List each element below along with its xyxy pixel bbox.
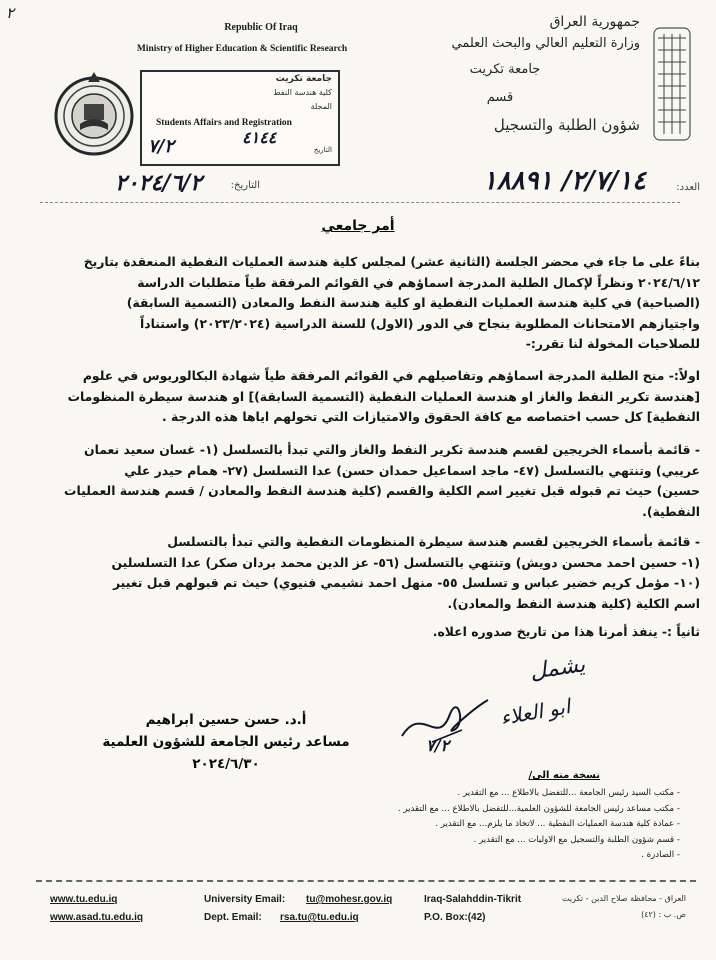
list1-line: حسين) حيث تم قبوله قبل تغيير اسم الكلية والقسم (كلية هندسة النفط والمعادن / قسم هندسة العمليات [64, 483, 700, 498]
signatory-title: مساعد رئيس الجامعة للشؤون العلمية [102, 734, 350, 750]
copy-recipient: - عمادة كلية هندسة العمليات النفطية ... لاتخاذ ما يلزم... مع التقدير . [435, 819, 680, 829]
copy-recipient: - قسم شؤون الطلبة والتسجيل مع الاوليات ... مع التقدير . [473, 834, 680, 845]
intro-line: واجتيازهم الامتحانات المطلوبة بنجاح في الدور (الاول) للسنة الدراسية (٢٠٢٣/٢٠٢٤) واستناداً [139, 315, 700, 331]
header-ar-ministry: وزارة التعليم العالي والبحث العلمي [451, 36, 640, 51]
footer-uni-email-label: University Email: [204, 894, 286, 905]
copy-recipient: - الصادرة . [641, 850, 680, 860]
intro-line: بناءً على ما جاء في محضر الجلسة (الثانية عشر) لمجلس كلية هندسة العمليات النفطية المنعقدة بتاريخ [83, 254, 700, 269]
stamp-date-label: التاريخ [313, 146, 332, 154]
handwritten-initials: ابو العلاء [498, 694, 573, 730]
registration-stamp [140, 70, 340, 166]
first-clause [40, 366, 700, 428]
signatory-name: أ.د. حسن حسين ابراهيم [145, 712, 307, 728]
header-ar-country: جمهورية العراق [549, 14, 640, 30]
ref-date-label: التاريخ: [230, 180, 260, 191]
footer-uni-email[interactable]: tu@mohesr.gov.iq [306, 894, 393, 905]
first-line: [هندسة تكرير النفط والغاز او هندسة العمليات النفطية (التسمية السابقة)] او هندسة سيطرة المنظومات [67, 388, 700, 404]
footer-website-main[interactable]: www.tu.edu.iq [50, 894, 118, 905]
signature-handwritten-date: ٧/٢ [426, 736, 450, 755]
ref-date-value: ٢٠٢٤/٦/٢ [115, 170, 202, 196]
stamp-en-label: Students Affairs and Registration [156, 118, 292, 128]
list1-line: النفطية). [642, 503, 700, 519]
footer-address-en: Iraq-Salahddin-Tikrit [424, 894, 522, 905]
footer-divider [36, 880, 696, 882]
graduates-list-control [40, 532, 700, 614]
copy-recipient: - مكتب السيد رئيس الجامعة ...للتفضل بالاطلاع ... مع التقدير . [457, 788, 680, 798]
footer-po-box: P.O. Box:(42) [424, 912, 486, 923]
first-line: اولاً:- منح الطلبة المدرجة اسماؤهم وتفاصيلهم في القوائم المرفقة طياً شهادة البكالوريوس في علوم [82, 368, 700, 383]
footer-website-asad[interactable]: www.asad.tu.edu.iq [50, 912, 143, 923]
copies-list [300, 786, 680, 864]
signatory-date: ٢٠٢٤/٦/٣٠ [192, 756, 260, 772]
list2-line: اسم الكلية (كلية هندسة النفط والمعادن). [447, 595, 700, 611]
intro-line: للصلاحيات المخولة لنا تقرر:- [525, 336, 700, 351]
graduates-list-refining [40, 440, 700, 522]
list2-line: - قائمة بأسماء الخريجين لقسم هندسة سيطرة المنظومات النفطية والتي تبدأ بالتسلسل [167, 534, 700, 549]
intro-paragraph [40, 252, 700, 355]
ref-number-label: العدد: [676, 182, 700, 193]
intro-line: ٢٠٢٤/٦/١٢ ونظراً لإكمال الطلبة المدرجة اسماؤهم في القوائم المرفقة طياً متطلبات الدراسة [137, 274, 700, 290]
header-en-ministry: Ministry of Higher Education & Scientific Research [136, 44, 348, 54]
first-line: النفطية] كل حسب اختصاصه مع كافة الحقوق والامتيازات التي تخولهم اياها هذه الدرجة . [161, 409, 700, 424]
footer-dept-email[interactable]: rsa.tu@tu.edu.iq [280, 912, 359, 923]
header-en-country: Republic Of Iraq [224, 22, 298, 33]
ornament-emblem [650, 24, 694, 144]
second-clause: ثانياً :- ينفذ أمرنا هذا من تاريخ صدوره اعلاه. [432, 624, 700, 639]
corner-page-number: ٢ [6, 4, 15, 22]
footer-po-box-ar: ص. ب : (٤٢) [641, 910, 686, 919]
intro-line: (الصباحية) في كلية هندسة العمليات النفطية او كلية هندسة النفط والمعادن (التسمية السابقة) [126, 295, 700, 310]
stamp-handwritten-number: ٤١٤٤ [242, 128, 277, 147]
ref-number-value: ٢/٧/١٤/ ١٨٨٩١ [482, 166, 646, 196]
handwritten-note: يشمل [528, 652, 587, 685]
copies-heading: نسخة منه الى/ [528, 770, 600, 781]
stamp-sub: المجلة [310, 102, 332, 111]
footer-address-ar: العراق - محافظة صلاح الدين - تكريت [561, 894, 686, 903]
list2-line: (١- حسين احمد محسن دويش) وتنتهي بالتسلسل (٥٦- عز الدين محمد بردان صكر) عدا التسلسلين [111, 554, 700, 570]
list1-line: عريبي) وتنتهي بالتسلسل (٤٧- ماجد اسماعيل حمدان حسن) عدا التسلسل (٢٧- همام حيدر علي [124, 462, 700, 478]
university-seal [54, 64, 134, 160]
stamp-university: جامعة تكريت [275, 74, 332, 84]
stamp-handwritten-date: ٧/٢ [148, 136, 174, 157]
copy-recipient: - مكتب مساعد رئيس الجامعة للشؤون العلمية...للتفضل بالاطلاع ... مع التقدير . [397, 803, 680, 814]
header-ar-department: شؤون الطلبة والتسجيل [493, 116, 640, 134]
footer-dept-email-label: Dept. Email: [204, 912, 262, 923]
order-title: أمر جامعي [321, 218, 395, 234]
header-ar-university: جامعة تكريت [469, 62, 541, 77]
ref-divider [40, 202, 680, 203]
list2-line: (١٠- مؤمل كريم خضير عباس و تسلسل ٥٥- منهل احمد نشيمي فنيوي) حيث تم قبولهم قبل تغيير [112, 575, 700, 590]
list1-line: - قائمة بأسماء الخريجين لقسم هندسة تكرير النفط والغاز والتي تبدأ بالتسلسل (١- غسان سعيد نعمان [84, 442, 700, 457]
header-ar-dept-label: قسم [486, 90, 514, 105]
stamp-college: كلية هندسة النفط [273, 88, 332, 97]
